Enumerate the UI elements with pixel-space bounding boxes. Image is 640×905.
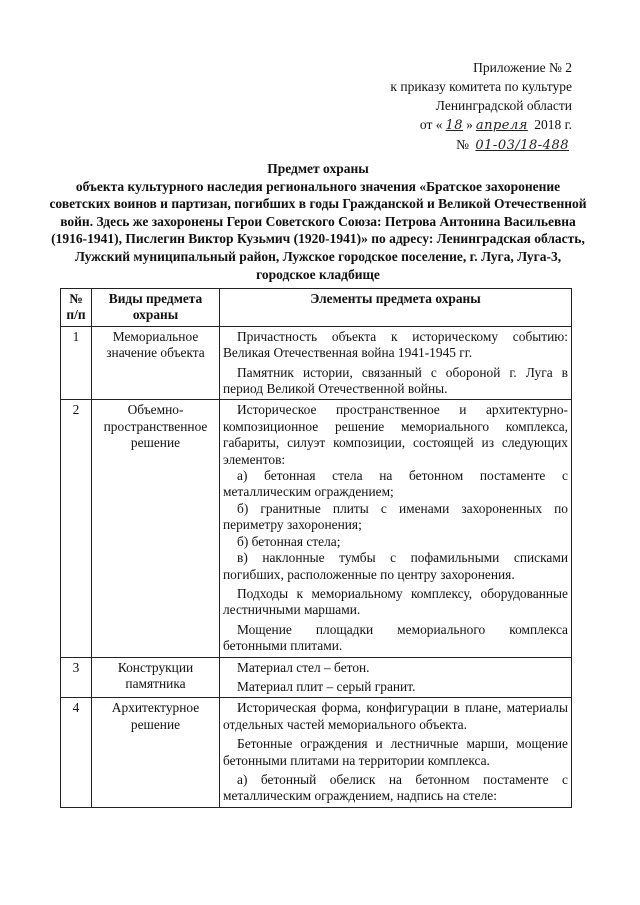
table-row <box>61 400 572 657</box>
element-paragraph: б) бетонная стела; <box>237 533 341 549</box>
order-reference: к приказу комитета по культуре <box>390 79 572 94</box>
element-paragraph: Материал стел – бетон. <box>237 659 370 675</box>
row-kind: Архитектурное решение <box>92 698 220 807</box>
number-handwritten: 01-03/18-488 <box>475 138 569 153</box>
date-month-handwritten: апреля <box>475 118 528 133</box>
date-mid: » <box>466 117 473 132</box>
document-header <box>376 58 572 155</box>
table-row <box>61 326 572 400</box>
element-paragraph: а) бетонный обелиск на бетонном постаменте с металлическим ограждением, надпись на стеле: <box>223 771 568 804</box>
element-paragraph: Памятник истории, связанный с обороной г. Луга в период Великой Отечественной войны. <box>223 364 568 397</box>
order-number <box>376 135 572 155</box>
row-elements <box>220 657 572 698</box>
document-title <box>48 160 588 283</box>
element-paragraph: а) бетонная стела на бетонном постаменте с металлическим ограждением; <box>223 468 568 500</box>
appendix-label: Приложение № 2 <box>473 60 572 75</box>
row-kind: Конструкции памятника <box>92 657 220 698</box>
element-paragraph: Подходы к мемориальному комплексу, оборудованные лестничными маршами. <box>223 585 568 618</box>
element-paragraph: б) гранитные плиты с именами захороненных по периметру захоронения; <box>223 500 568 533</box>
row-num: 3 <box>61 657 92 698</box>
order-date <box>376 115 572 135</box>
element-paragraph: Историческое пространственное и архитектурно-композиционное решение мемориального комплекса, габариты, силуэт композиции, состоящей из следующих элементов: <box>223 402 568 467</box>
row-num: 2 <box>61 400 92 657</box>
element-paragraph: в) наклонные тумбы с пофамильными списками погибших, расположенные по центру захоронения. <box>223 550 568 582</box>
row-elements <box>220 400 572 657</box>
title-object-description: объекта культурного наследия регионального значения «Братское захоронение советских воинов и партизан, погибших в годы Гражданской и Великой Отечественной войн. Здесь же захоронены Герои Советского Союза: Петрова Антонина Васильевна (1916-1941), Пислегин Виктор Кузьмич (1920-1941)» по адресу: Ленинградская область, Лужский муниципальный район, Лужское городское поселение, г. Луга, Луга-3, городское кладбище <box>49 178 587 282</box>
date-prefix: от « <box>419 117 443 132</box>
header-kind: Виды предмета охраны <box>92 289 220 327</box>
table-header-row <box>61 289 572 327</box>
row-kind: Объемно-пространственное решение <box>92 400 220 657</box>
row-elements <box>220 326 572 400</box>
row-elements <box>220 698 572 807</box>
table-row <box>61 698 572 807</box>
header-elements: Элементы предмета охраны <box>220 289 572 327</box>
committee-region: Ленинградской области <box>435 98 572 113</box>
row-kind: Мемориальное значение объекта <box>92 326 220 400</box>
row-num: 4 <box>61 698 92 807</box>
element-paragraph: Бетонные ограждения и лестничные марши, мощение бетонными плитами на территории комплекса. <box>223 736 568 768</box>
element-paragraph: Мощение площадки мемориального комплекса бетонными плитами. <box>223 621 568 654</box>
title-heading: Предмет охраны <box>267 161 369 176</box>
date-year: 2018 г. <box>534 117 572 132</box>
element-paragraph: Причастность объекта к историческому событию: Великая Отечественная война 1941-1945 гг. <box>223 328 568 361</box>
element-paragraph: Историческая форма, конфигурации в плане, материалы отдельных частей мемориального объекта. <box>223 700 568 732</box>
row-num: 1 <box>61 326 92 400</box>
table-row <box>61 657 572 698</box>
protection-subject-table <box>60 288 572 808</box>
number-prefix: № <box>456 137 470 152</box>
header-num: № п/п <box>61 289 92 327</box>
element-paragraph: Материал плит – серый гранит. <box>237 678 416 694</box>
date-day-handwritten: 18 <box>445 118 464 133</box>
